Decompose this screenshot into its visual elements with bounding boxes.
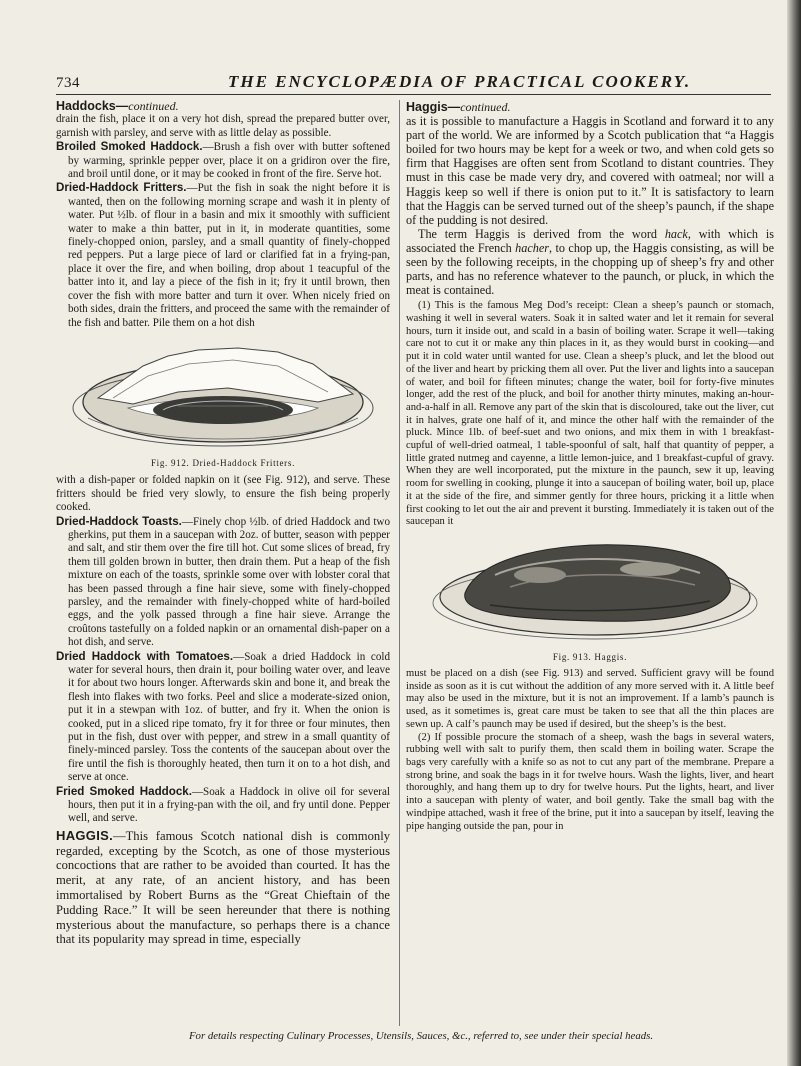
entry-text: —Finely chop ½lb. of dried Haddock and two gherkins, put them in a saucepan with 2oz. of butter, season with pepper and salt, and stir them over the fire till hot. Cut some slices of bread, fry them till golden brown in butter, then drain them. Put a heap of the fish mixture on each of the toasts, sprinkle some over with lobster coral that has been passed through a fine hair sieve, some with finely-chopped parsley, and the remainder with finely-chopped white of hard-boiled eggs, and the yolk passed through a fine hair sieve. Arrange the croûtons tastefully on a folded napkin or an ornamental dish-paper on a hot dish, and serve. xyxy=(68,515,390,649)
right-column xyxy=(406,100,774,833)
fritters-illustration xyxy=(68,336,378,454)
page-number: 734 xyxy=(56,75,80,91)
entry-haggis xyxy=(56,829,390,947)
paragraph: as it is possible to manufacture a Haggis in Scotland and forward it to any part of the world. We are informed by a Scotch publication that “a Haggis boiled for two hours may be kept for a week or two, and when cold gets so firm that Haggises are often sent from Scotland to distant countries. They must in this case be made very dry, and covered with oatmeal; nor will a Haggis keep so well if there is onion put to it.” It is satisfactory to learn that the Haggis can be served turned out of the sheep’s paunch, if the shape of the pudding is not desired. xyxy=(406,114,774,227)
receipt-1: (1) This is the famous Meg Dod’s receipt: Clean a sheep’s paunch or stomach, washing it well in several waters. Soak it in salted water and let it remain for several hours, turn it inside out, and scald in a basin of boiling water. Scrape it well—taking care not to cut it or make any thin places in it, as they would burst in cooking—and put it in cold water until wanted for use. Clean a sheep’s pluck, and let the blood out of the liver and heart by pricking them all over. Put the liver and lights into a saucepan of water, and boil for fifteen minutes; change the water, boil for forty-five minutes longer, add the rest of the pluck, and boil for another thirty minutes, making an-hour-and-a-half in all. Remove any part of the skin that is discoloured, take out the liver, cut it in halves, grate one half of it, and mince the other half with the remainder of the pluck. Mince 1lb. of beef-suet and two onions, and mix them in with 1 breakfast-cupful of well-dried oatmeal, 1 table-spoonful of salt, half that quantity of pepper, a little grated nutmeg and cayenne, a little lemon-juice, and 1 breakfast-cupful of gravy. When they are well incorporated, put the mixture in the paunch, sew it up, leaving room for swelling in cooking, plunge it into a saucepan of boiling water, boil up, place it at the side of the fire, and simmer gently for three hours, pricking it a little when first cooking to let out the air and prevent it bursting. Immediately it is taken out of the saucepan it xyxy=(406,300,774,528)
figure-caption: Fig. 913. Haggis. xyxy=(552,651,628,662)
heading-text: Haggis— xyxy=(406,100,461,114)
paragraph: with a dish-paper or folded napkin on it (see Fig. 912), and serve. These fritters should be fried very slowly, to ensure the fish being properly cooked. xyxy=(56,474,390,514)
paragraph: drain the fish, place it on a very hot dish, spread the prepared butter over, garnish with parsley, and serve with as little delay as possible. xyxy=(56,113,390,139)
entry-heading: Dried Haddock with Tomatoes. xyxy=(56,649,234,663)
entry-text: —Brush a fish over with butter softened by warming, sprinkle pepper over, place it on a gridiron over the fire, and broil until done, or it may be cooked in front of the fire. Serve hot. xyxy=(68,141,390,181)
page-edge-shadow xyxy=(787,0,801,1066)
running-title: THE ENCYCLOPÆDIA OF PRACTICAL COOKERY. xyxy=(228,72,692,91)
text-run: The term Haggis is derived from the word xyxy=(418,226,665,241)
entry-dried-haddock-with-tomatoes xyxy=(56,650,390,785)
entry-heading: Dried-Haddock Toasts. xyxy=(56,514,182,528)
italic-word: hack xyxy=(664,226,688,241)
header-rule xyxy=(56,94,771,95)
entry-text: —Put the fish in soak the night before it is wanted, then on the following morning scrape and wash it in plenty of water. Put ½lb. of flour in a basin and mix it smoothly with sufficient water to make a thin batter, put in it, in moderate quantities, some finely-chopped onion, parsley, and a small quantity of finely-chopped red peppers. Put a large piece of lard or clarified fat in a frying-pan, place it over the fire, and when boiling, drop about 1 teacupful of the batter into it, and lay a piece of the fish in it; fry it until brown, then cover the fish with more batter and turn it over. When nicely fried on both sides, drain the fritters, and proceed the same with the remainder of the fish and batter. Pile them on a hot dish xyxy=(68,182,390,329)
text-run: , to chop up, the Haggis consisting, as will be seen by the following receipts, in the chopping up of sheep’s fry and other parts, and has no reference whatever to the paunch, or pluck, in which the meat is contained. xyxy=(406,240,774,298)
italic-word: hacher xyxy=(515,240,549,255)
haggis-illustration xyxy=(420,535,760,647)
heading-text: Haddocks— xyxy=(56,99,129,113)
entry-dried-haddock-toasts xyxy=(56,515,390,650)
paragraph: must be placed on a dish (see Fig. 913) and served. Sufficient gravy will be found inside as soon as it is cut without the addition of any more served with it. A little beef may also be used in the mixture, but it is not an improvement. If a lamb’s paunch is used, as it sometimes is, great care must be taken to see that all the thin places are sewn up. A calf’s paunch may be used if desired, but the sheep’s is the best. xyxy=(406,668,774,730)
left-column xyxy=(56,100,390,947)
entry-text: —Soak a dried Haddock in cold water for several hours, then drain it, pour boiling water over, and leave it for about two hours longer. Afterwards skin and bone it, and break the flesh into flakes with two forks. Peel and slice a moderate-sized onion, put it in a stewpan with 1oz. of butter, and fry it. When the onion is cooked, put in a sliced ripe tomato, fry it for three or four minutes, then put in the fish, dust over with pepper, and strew in a small quantity of finely-minced parsley. Toss the contents of the saucepan about over the fire until the fish is thoroughly heated, then turn it on to a hot dish, and serve at once. xyxy=(68,650,390,784)
entry-dried-haddock-fritters xyxy=(56,181,390,329)
figure-912 xyxy=(56,336,390,470)
entry-fried-smoked-haddock xyxy=(56,785,390,826)
entry-text: —This famous Scotch national dish is commonly regarded, excepting by the Scotch, as one of those mysterious concoctions that are rather to be avoided than courted. It has the merit, at any rate, of an ancient history, and has been immortalised by Robert Burns as the “Great Chieftain of the Pudding Race.” It will be seen hereunder that there is nothing mysterious about the manufacture, so perhaps there is a chance that its popularity may spread in time, especially xyxy=(56,828,390,947)
continued-heading xyxy=(406,100,774,114)
text-run: , with which is associated the French xyxy=(406,226,774,255)
figure-913 xyxy=(406,535,774,664)
entry-heading: Dried-Haddock Fritters. xyxy=(56,181,187,195)
entry-heading: Broiled Smoked Haddock. xyxy=(56,140,203,154)
continued-tag: continued. xyxy=(128,99,179,113)
continued-tag: continued. xyxy=(460,100,511,114)
entry-heading: HAGGIS. xyxy=(56,827,113,843)
receipt-2: (2) If possible procure the stomach of a sheep, wash the bags in several waters, rubbing well with salt to purify them, then scald them in boiling water. Scrape the bags very carefully with a knife so as not to cut any part of the membrane. Prepare a strong brine, and soak the bags in it for twelve hours. Wash the lights, liver, and heart thoroughly, and hang them up to dry for twelve hours. Put the lights, heart, and liver into a saucepan with plenty of water, and boil gently. Take the small bag with the windpipe attached, wash it free of the brine, put it into a saucepan by itself, leaving the pipe hanging outside the pan, pour in xyxy=(406,731,775,832)
entry-text: —Soak a Haddock in olive oil for several hours, then put it in a frying-pan with the oil, and fry until done. Pepper well, and serve. xyxy=(68,785,390,825)
entry-heading: Fried Smoked Haddock. xyxy=(56,784,192,798)
column-divider xyxy=(399,100,400,1026)
page-footer: For details respecting Culinary Processes, Utensils, Sauces, &c., referred to, see under their special heads. xyxy=(188,1030,654,1042)
figure-caption: Fig. 912. Dried-Haddock Fritters. xyxy=(150,457,296,468)
entry-broiled-smoked-haddock xyxy=(56,140,390,181)
paragraph-etymology xyxy=(406,227,774,297)
continued-heading xyxy=(56,100,390,113)
